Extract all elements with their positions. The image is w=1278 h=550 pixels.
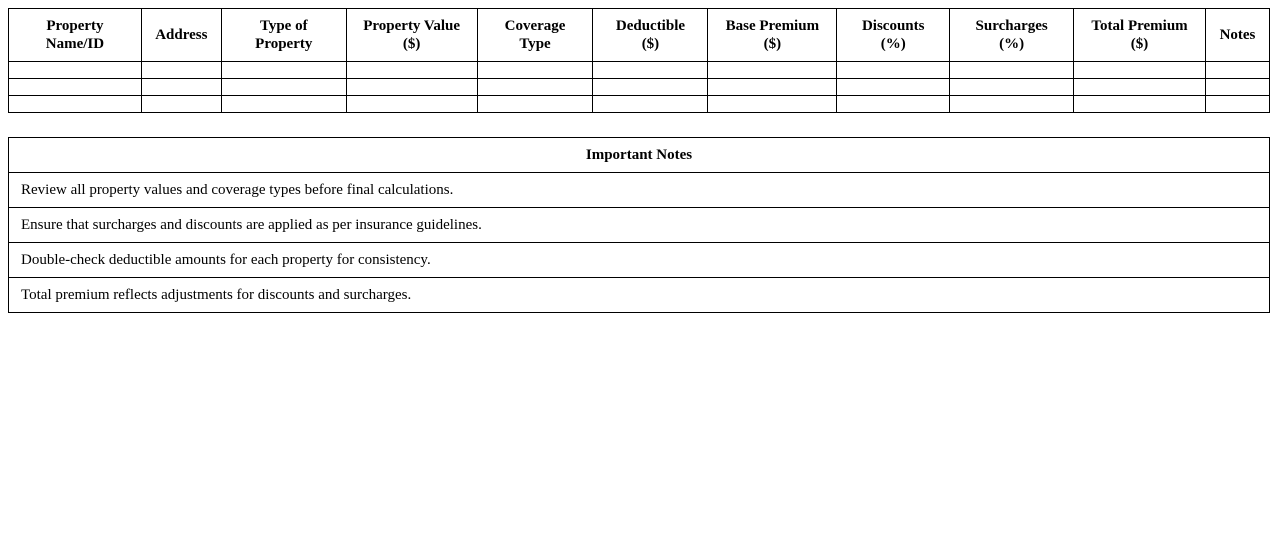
column-header-text: (%) bbox=[999, 36, 1025, 52]
table-cell[interactable] bbox=[950, 62, 1074, 79]
column-header-text: Type bbox=[519, 36, 551, 52]
column-header-text: Coverage bbox=[504, 18, 566, 34]
column-header bbox=[477, 9, 593, 62]
note-row bbox=[9, 243, 1270, 278]
table-row bbox=[9, 96, 1270, 113]
table-cell[interactable] bbox=[708, 62, 837, 79]
column-header-text: Property bbox=[255, 36, 313, 52]
table-cell[interactable] bbox=[593, 96, 708, 113]
column-header-text: Type of bbox=[259, 18, 308, 34]
table-cell[interactable] bbox=[950, 96, 1074, 113]
column-header-text: Surcharges bbox=[975, 18, 1048, 34]
table-cell[interactable] bbox=[950, 79, 1074, 96]
column-header-text: Discounts bbox=[861, 18, 925, 34]
important-notes-table bbox=[8, 137, 1270, 313]
table-cell[interactable] bbox=[477, 79, 593, 96]
column-header-text: (%) bbox=[880, 36, 906, 52]
table-cell[interactable] bbox=[141, 79, 221, 96]
column-header bbox=[708, 9, 837, 62]
note-text: Total premium reflects adjustments for discounts and surcharges. bbox=[9, 278, 1270, 313]
column-header-text: Property bbox=[46, 18, 104, 34]
column-header-text: Base Premium bbox=[725, 18, 820, 34]
note-text: Ensure that surcharges and discounts are applied as per insurance guidelines. bbox=[9, 208, 1270, 243]
table-cell[interactable] bbox=[141, 62, 221, 79]
table-row bbox=[9, 79, 1270, 96]
table-cell[interactable] bbox=[593, 79, 708, 96]
column-header bbox=[837, 9, 950, 62]
column-header bbox=[593, 9, 708, 62]
column-header-text: Deductible bbox=[615, 18, 686, 34]
column-header-text: Name/ID bbox=[45, 36, 105, 52]
table-cell[interactable] bbox=[346, 62, 477, 79]
table-cell[interactable] bbox=[708, 79, 837, 96]
column-header bbox=[950, 9, 1074, 62]
table-cell[interactable] bbox=[9, 96, 142, 113]
table-cell[interactable] bbox=[837, 79, 950, 96]
table-cell[interactable] bbox=[477, 96, 593, 113]
notes-title: Important Notes bbox=[9, 138, 1270, 173]
note-text: Review all property values and coverage types before final calculations. bbox=[9, 173, 1270, 208]
column-header-text: ($) bbox=[1130, 36, 1149, 52]
column-header-text: Notes bbox=[1219, 27, 1256, 43]
column-header-text: Address bbox=[155, 27, 208, 43]
table-cell[interactable] bbox=[346, 96, 477, 113]
table-cell[interactable] bbox=[837, 96, 950, 113]
table-cell[interactable] bbox=[221, 79, 346, 96]
table-cell[interactable] bbox=[9, 79, 142, 96]
table-cell[interactable] bbox=[1205, 96, 1269, 113]
column-header-text: ($) bbox=[763, 36, 782, 52]
column-header bbox=[9, 9, 142, 62]
table-cell[interactable] bbox=[477, 62, 593, 79]
column-header bbox=[346, 9, 477, 62]
table-cell[interactable] bbox=[1074, 96, 1206, 113]
note-text: Double-check deductible amounts for each property for consistency. bbox=[9, 243, 1270, 278]
table-cell[interactable] bbox=[221, 96, 346, 113]
table-cell[interactable] bbox=[346, 79, 477, 96]
column-header bbox=[141, 9, 221, 62]
note-row bbox=[9, 278, 1270, 313]
table-cell[interactable] bbox=[593, 62, 708, 79]
column-header-text: ($) bbox=[641, 36, 660, 52]
table-cell[interactable] bbox=[1205, 62, 1269, 79]
table-cell[interactable] bbox=[221, 62, 346, 79]
table-row bbox=[9, 62, 1270, 79]
column-header-text: ($) bbox=[402, 36, 421, 52]
table-cell[interactable] bbox=[1074, 79, 1206, 96]
note-row bbox=[9, 208, 1270, 243]
table-header-row bbox=[9, 9, 1270, 62]
column-header bbox=[1074, 9, 1206, 62]
table-cell[interactable] bbox=[141, 96, 221, 113]
note-row bbox=[9, 173, 1270, 208]
table-cell[interactable] bbox=[837, 62, 950, 79]
table-cell[interactable] bbox=[1074, 62, 1206, 79]
column-header-text: Total Premium bbox=[1091, 18, 1188, 34]
property-premium-table bbox=[8, 8, 1270, 113]
table-cell[interactable] bbox=[9, 62, 142, 79]
table-cell[interactable] bbox=[708, 96, 837, 113]
column-header-text: Property Value bbox=[363, 18, 461, 34]
table-cell[interactable] bbox=[1205, 79, 1269, 96]
column-header bbox=[1205, 9, 1269, 62]
column-header bbox=[221, 9, 346, 62]
